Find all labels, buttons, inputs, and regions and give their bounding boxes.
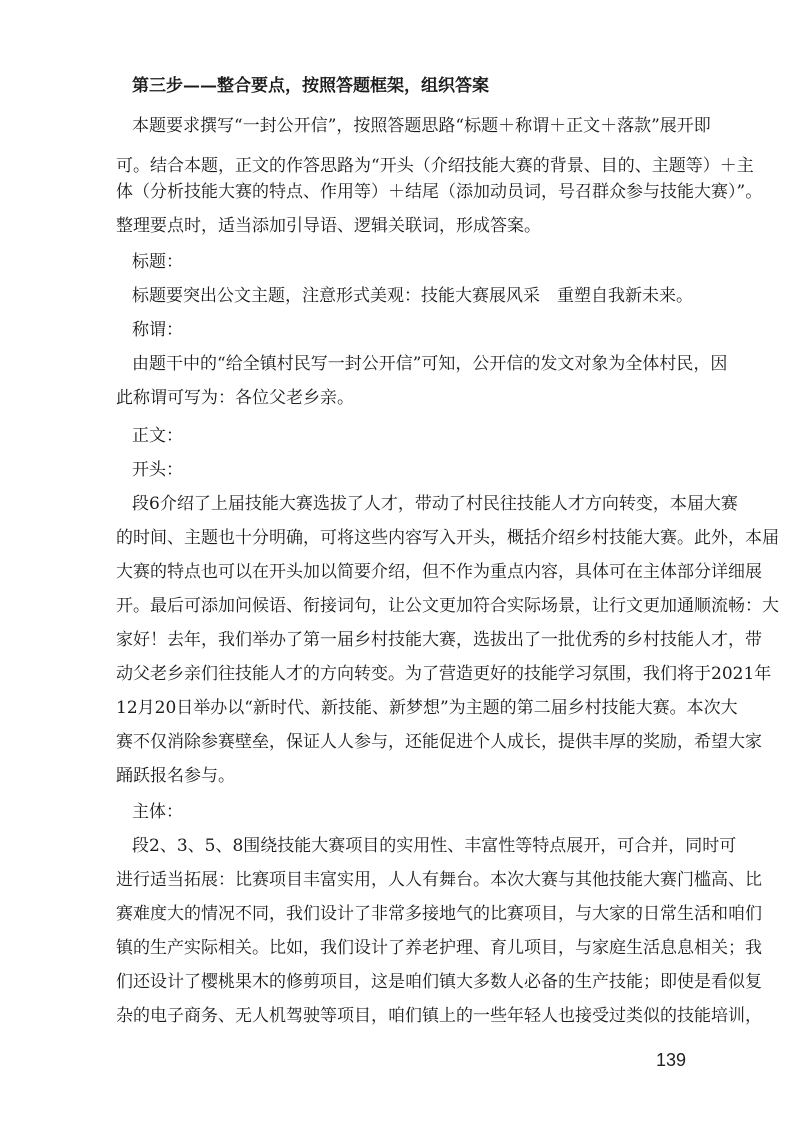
body-label: 正文：	[132, 426, 183, 446]
opening-line: 12月20日举办以“新时代、新技能、新梦想”为主题的第二届乡村技能大赛。本次大	[116, 698, 738, 718]
opening-label: 开头：	[132, 460, 183, 480]
step-heading: 第三步——整合要点，按照答题框架，组织答案	[132, 76, 489, 96]
main-line: 段2、3、5、8围绕技能大赛项目的实用性、丰富性等特点展开，可合并，同时可	[132, 836, 737, 856]
intro-line: 整理要点时，适当添加引导语、逻辑关联词，形成答案。	[116, 216, 541, 236]
main-line: 进行适当拓展：比赛项目丰富实用，人人有舞台。本次大赛与其他技能大赛门槛高、比	[116, 870, 762, 890]
salutation-label: 称谓：	[132, 320, 183, 340]
main-label: 主体：	[132, 802, 183, 822]
salutation-line: 由题干中的“给全镇村民写一封公开信”可知，公开信的发文对象为全体村民，因	[132, 354, 728, 374]
main-line: 赛难度大的情况不同，我们设计了非常多接地气的比赛项目，与大家的日常生活和咱们	[116, 904, 762, 924]
opening-line: 的时间、主题也十分明确，可将这些内容写入开头，概括介绍乡村技能大赛。此外，本届	[116, 528, 779, 548]
salutation-line: 此称谓可写为：各位父老乡亲。	[116, 388, 354, 408]
opening-line: 动父老乡亲们往技能人才的方向转变。为了营造更好的技能学习氛围，我们将于2021年	[116, 664, 772, 684]
opening-line: 赛不仅消除参赛壁垒，保证人人参与，还能促进个人成长，提供丰厚的奖励，希望大家	[116, 732, 762, 752]
title-line: 标题要突出公文主题，注意形式美观：技能大赛展风采 重塑自我新未来。	[132, 286, 693, 306]
intro-line: 体（分析技能大赛的特点、作用等）＋结尾（添加动员词，号召群众参与技能大赛）”。	[116, 182, 763, 202]
opening-line: 家好！去年，我们举办了第一届乡村技能大赛，选拔出了一批优秀的乡村技能人才，带	[116, 630, 762, 650]
intro-line: 本题要求撰写“一封公开信”，按照答题思路“标题＋称谓＋正文＋落款”展开即	[132, 116, 711, 136]
opening-line: 踊跃报名参与。	[116, 766, 235, 786]
opening-line: 段6介绍了上届技能大赛选拔了人才，带动了村民往技能人才方向转变，本届大赛	[132, 494, 738, 514]
main-line: 镇的生产实际相关。比如，我们设计了养老护理、育儿项目，与家庭生活息息相关；我	[116, 938, 762, 958]
main-line: 们还设计了樱桃果木的修剪项目，这是咱们镇大多数人必备的生产技能；即使是看似复	[116, 972, 762, 992]
opening-line: 开。最后可添加问候语、衔接词句，让公文更加符合实际场景，让行文更加通顺流畅：大	[116, 596, 779, 616]
opening-line: 大赛的特点也可以在开头加以简要介绍，但不作为重点内容，具体可在主体部分详细展	[116, 562, 762, 582]
page-number: 139	[656, 1050, 687, 1070]
title-label: 标题：	[132, 252, 183, 272]
main-line: 杂的电子商务、无人机驾驶等项目，咱们镇上的一些年轻人也接受过类似的技能培训，	[116, 1006, 762, 1026]
intro-line: 可。结合本题，正文的作答思路为“开头（介绍技能大赛的背景、目的、主题等）＋主	[116, 156, 754, 176]
